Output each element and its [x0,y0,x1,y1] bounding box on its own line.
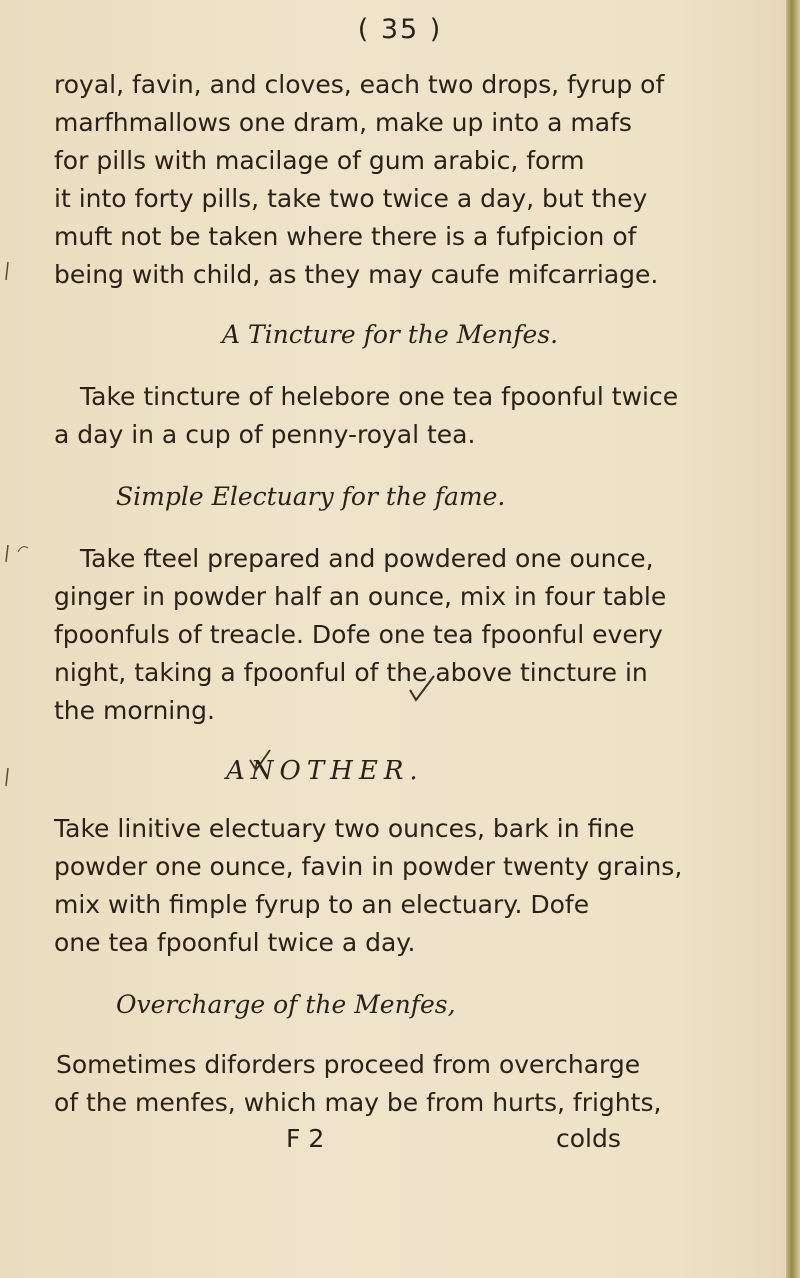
page-number: ( 35 ) [357,14,443,45]
text-line: muft not be taken where there is a fufpicion of [54,222,637,251]
text-line: ginger in powder half an ounce, mix in four table [54,582,667,611]
text-line: night, taking a fpoonful of the above tincture in [54,658,648,687]
section-heading: ANOTHER. [226,756,424,786]
text-line: Take tincture of helebore one tea fpoonful twice [80,382,679,411]
section-heading: Overcharge of the Menfes, [116,990,456,1019]
text-line: royal, favin, and cloves, each two drops, fyrup of [54,70,665,99]
text-line: the morning. [54,696,215,725]
text-line: marfhmallows one dram, make up into a mafs [54,108,632,137]
text-line: being with child, as they may caufe mifcarriage. [54,260,659,289]
text-line: fpoonfuls of treacle. Dofe one tea fpoonful every [54,620,663,649]
text-line: mix with fimple fyrup to an electuary. Dofe [54,890,590,919]
text-line: one tea fpoonful twice a day. [54,928,416,957]
text-line: for pills with macilage of gum arabic, form [54,146,585,175]
section-heading: A Tincture for the Menfes. [222,320,559,349]
signature-mark: F 2 [286,1124,325,1153]
text-line: Sometimes diforders proceed from overcharge [56,1050,641,1079]
text-line: Take fteel prepared and powdered one ounce, [80,544,654,573]
text-line: a day in a cup of penny-royal tea. [54,420,476,449]
text-line: it into forty pills, take two twice a day, but they [54,184,648,213]
catchword: colds [556,1124,621,1153]
text-line: of the menfes, which may be from hurts, frights, [54,1088,662,1117]
text-line: powder one ounce, favin in powder twenty grains, [54,852,683,881]
section-heading: Simple Electuary for the fame. [116,482,506,511]
text-line: Take linitive electuary two ounces, bark in fine [54,814,635,843]
